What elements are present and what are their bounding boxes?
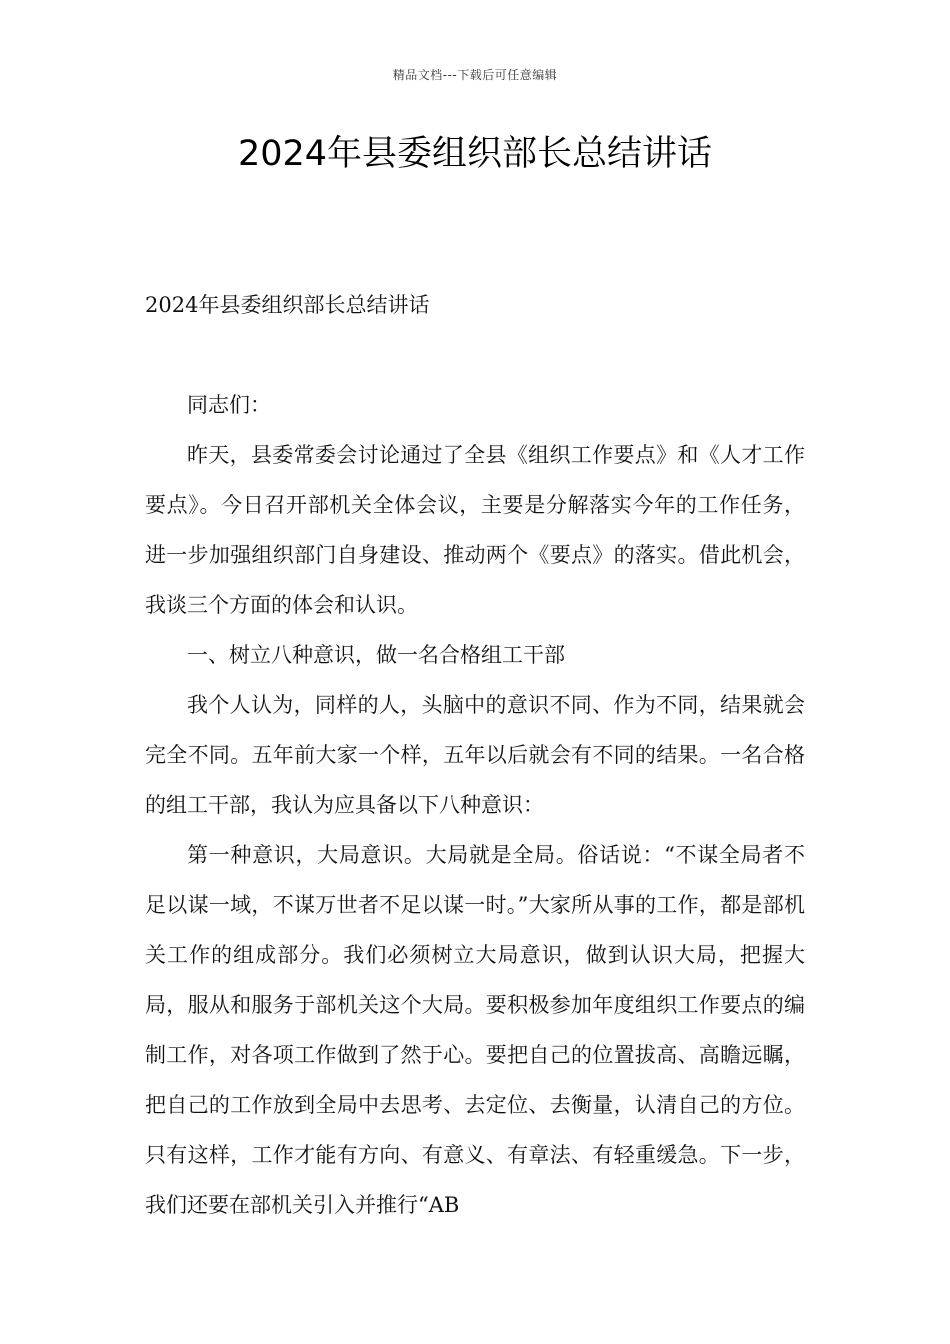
document-subtitle: 2024年县委组织部长总结讲话 <box>145 293 430 317</box>
paragraph-salutation: 同志们： <box>187 393 271 417</box>
paragraph-intro: 昨天，县委常委会讨论通过了全县《组织工作要点》和《人才工作要点》。今日召开部机关全体会议，主要是分解落实今年的工作任务，进一步加强组织部门自身建设、推动两个《要点》的落实。借此机会，我谈三个方面的体会和认识。 <box>145 443 805 617</box>
header-note: 精品文档---下载后可任意编辑 <box>392 68 558 82</box>
document-body <box>145 280 805 1230</box>
paragraph-opinion: 我个人认为，同样的人，头脑中的意识不同、作为不同，结果就会完全不同。五年前大家一个样，五年以后就会有不同的结果。一名合格的组工干部，我认为应具备以下八种意识： <box>145 693 805 817</box>
spacer <box>145 330 805 380</box>
paragraph-first-awareness: 第一种意识，大局意识。大局就是全局。俗话说：“不谋全局者不足以谋一域，不谋万世者不足以谋一时。”大家所从事的工作，都是部机关工作的组成部分。我们必须树立大局意识，做到认识大局，把握大局，服从和服务于部机关这个大局。要积极参加年度组织工作要点的编制工作，对各项工作做到了然于心。要把自己的位置拔高、高瞻远瞩，把自己的工作放到全局中去思考、去定位、去衡量，认清自己的方位。只有这样，工作才能有方向、有意义、有章法、有轻重缓急。下一步，我们还要在部机关引入并推行“AB <box>145 843 805 1217</box>
section-heading-1: 一、树立八种意识，做一名合格组工干部 <box>187 643 565 667</box>
document-title: 2024年县委组织部长总结讲话 <box>237 134 713 174</box>
